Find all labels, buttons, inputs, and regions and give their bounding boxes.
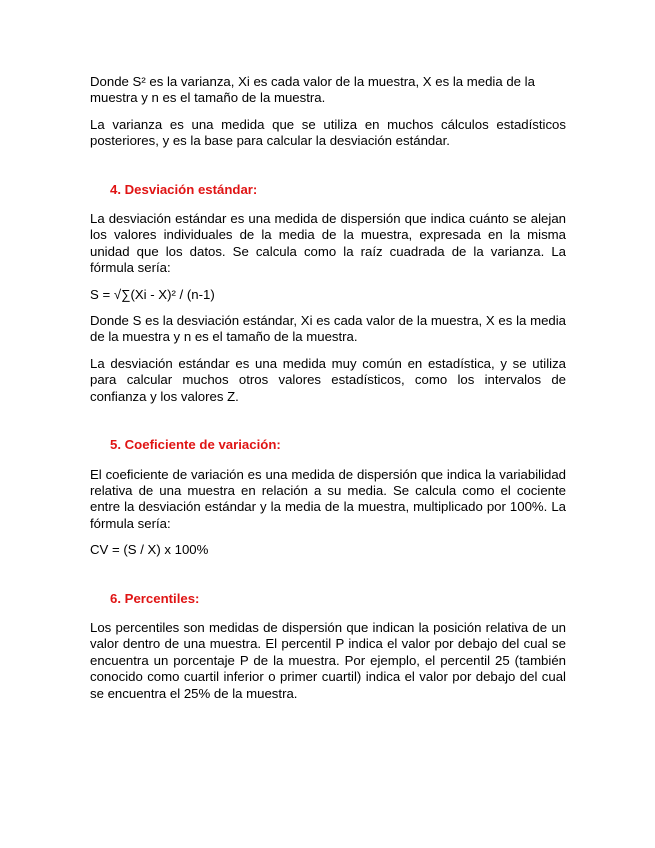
document-page	[90, 74, 566, 712]
variance-definition-paragraph: Donde S² es la varianza, Xi es cada valor de la muestra, X es la media de la muestra y n es el tamaño de la muestra.	[90, 74, 535, 106]
spacer	[90, 454, 566, 467]
std-dev-usage-paragraph: La desviación estándar es una medida muy común en estadística, y se utiliza para calcular muchos otros valores estadísticos, como los intervalos de confianza y los valores Z.	[90, 355, 566, 404]
spacer	[90, 198, 566, 211]
spacer	[90, 607, 566, 620]
heading-coefficient-of-variation: 5. Coeficiente de variación:	[110, 437, 281, 453]
spacer	[90, 415, 566, 437]
std-dev-definition-paragraph: La desviación estándar es una medida de dispersión que indica cuánto se alejan los valores individuales de la media de la muestra, expresada en la misma unidad que los datos. Se calcula como la raíz cuadrada de la varianza. La fórmula sería:	[90, 211, 566, 276]
spacer	[90, 160, 566, 182]
std-dev-formula: S = √∑(Xi - X)² / (n-1)	[90, 286, 215, 302]
cv-formula: CV = (S / X) x 100%	[90, 542, 209, 558]
std-dev-terms-paragraph: Donde S es la desviación estándar, Xi es cada valor de la muestra, X es la media de la muestra y n es el tamaño de la muestra.	[90, 313, 566, 345]
heading-standard-deviation: 4. Desviación estándar:	[110, 181, 258, 197]
variance-usage-paragraph: La varianza es una medida que se utiliza en muchos cálculos estadísticos posteriores, y es la base para calcular la desviación estándar.	[90, 116, 566, 149]
percentiles-definition-paragraph: Los percentiles son medidas de dispersión que indican la posición relativa de un valor dentro de una muestra. El percentil P indica el valor por debajo del cual se encuentra un porcentaje P de la muestra. Por ejemplo, el percentil 25 (también conocido como cuartil inferior o primer cuartil) indica el valor por debajo del cual se encuentra el 25% de la muestra.	[90, 619, 566, 701]
heading-percentiles: 6. Percentiles:	[110, 590, 200, 606]
cv-definition-paragraph: El coeficiente de variación es una medida de dispersión que indica la variabilidad relativa de una muestra en relación a su media. Se calcula como el cociente entre la desviación estándar y la media de la muestra, multiplicado por 100%. La fórmula sería:	[90, 466, 566, 531]
spacer	[90, 569, 566, 591]
